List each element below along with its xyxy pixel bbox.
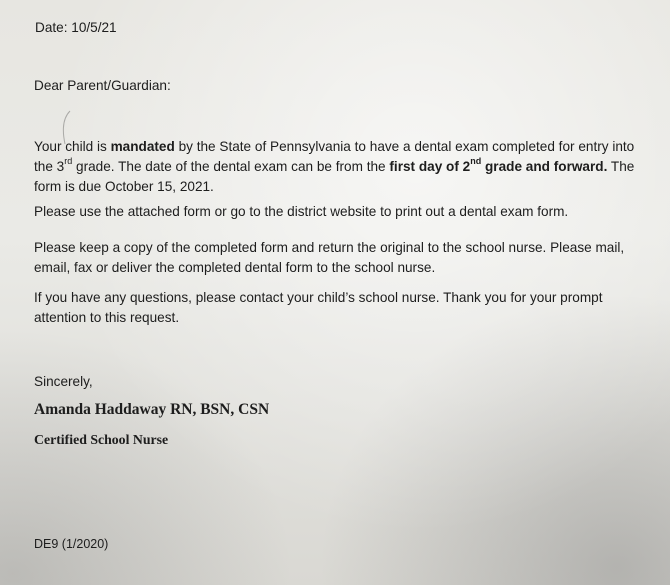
emphasis-mandated: mandated <box>110 139 175 154</box>
text: grade. The date of the dental exam can be from the <box>72 159 390 174</box>
letter-closing: Sincerely, <box>34 374 93 389</box>
emphasis-first-day <box>389 156 608 174</box>
paragraph-mandate <box>34 137 634 197</box>
text: by the State of Pennsylvania to have a dental exam completed for entry into <box>174 139 635 154</box>
text: first day of 2 <box>389 159 471 174</box>
letter-greeting: Dear Parent/Guardian: <box>34 78 171 93</box>
paragraph-mandate-line-1 <box>34 137 634 157</box>
paragraph-attached-form: Please use the attached form or go to the district website to print out a dental exam form. <box>34 204 569 219</box>
paragraph-keep-copy-line-2: email, fax or deliver the completed dental form to the school nurse. <box>34 260 436 275</box>
text: the 3 <box>34 159 65 174</box>
paragraph-mandate-line-3: form is due October 15, 2021. <box>34 179 214 194</box>
ordinal-suffix: rd <box>64 156 73 167</box>
text: grade and forward. <box>481 159 608 174</box>
letter-date: Date: 10/5/21 <box>35 20 117 35</box>
paragraph-questions-line-2: attention to this request. <box>34 310 180 325</box>
ordinal-suffix: nd <box>470 156 482 167</box>
signature-name: Amanda Haddaway RN, BSN, CSN <box>34 401 270 418</box>
signature-title: Certified School Nurse <box>34 432 169 447</box>
form-code: DE9 (1/2020) <box>34 537 109 551</box>
paragraph-questions <box>34 288 603 328</box>
paragraph-keep-copy-line-1: Please keep a copy of the completed form and return the original to the school nurse. Please mail, <box>34 240 625 255</box>
text: Your child is <box>34 139 111 154</box>
text: The <box>607 159 635 174</box>
paragraph-keep-copy <box>34 238 624 278</box>
paragraph-mandate-line-2 <box>34 157 634 177</box>
paragraph-questions-line-1: If you have any questions, please contact your child’s school nurse. Thank you for your prompt <box>34 290 603 305</box>
